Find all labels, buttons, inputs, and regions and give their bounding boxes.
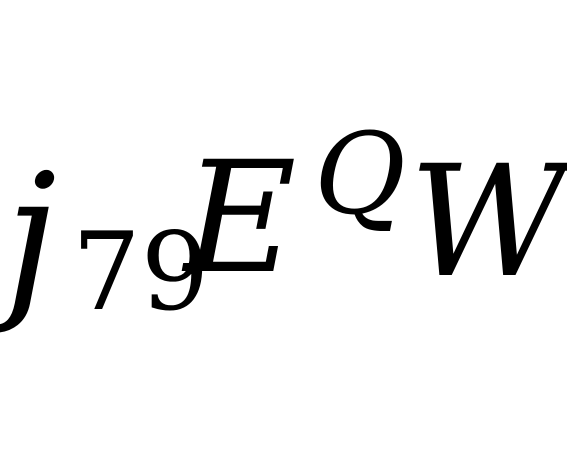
base-symbol-e: E bbox=[184, 129, 297, 308]
subscript-79: 79 bbox=[72, 210, 210, 335]
base-symbol-j: j bbox=[4, 138, 57, 336]
base-symbol-w: W bbox=[409, 133, 567, 312]
superscript-q: Q bbox=[314, 110, 406, 240]
